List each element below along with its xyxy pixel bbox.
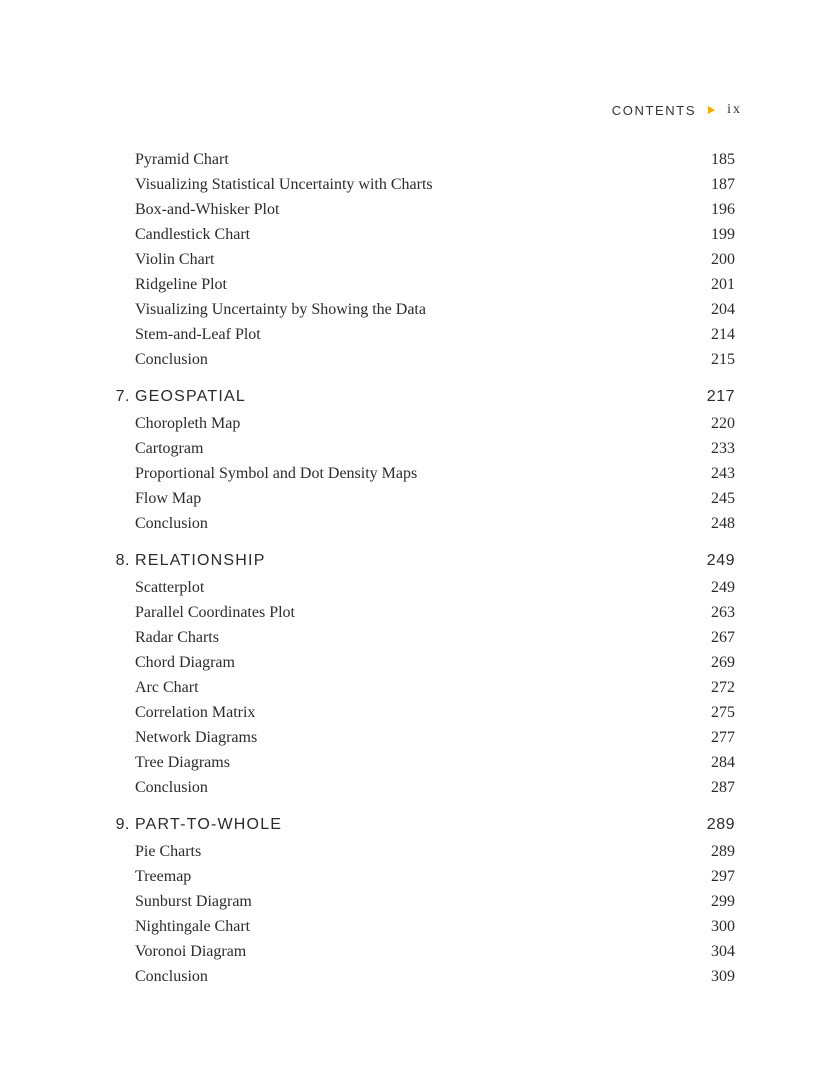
chapter-number: 9.: [115, 816, 130, 833]
chapter-page: 289: [706, 816, 735, 833]
toc-entry-title: Conclusion: [135, 779, 208, 796]
toc-entry[interactable]: [0, 575, 840, 600]
toc-entry-page: 267: [711, 629, 735, 646]
toc-entry[interactable]: [0, 889, 840, 914]
toc-entry-page: 243: [711, 465, 735, 482]
toc-entry-title: Pie Charts: [135, 843, 202, 860]
toc-entry-page: 277: [711, 729, 735, 746]
toc-entry-title: Choropleth Map: [135, 415, 241, 432]
toc-entry-page: 287: [711, 779, 735, 796]
toc-entry-page: 309: [711, 968, 735, 985]
toc-entry-page: 263: [711, 604, 735, 621]
triangle-marker-icon: [708, 106, 715, 114]
toc-entry[interactable]: [0, 511, 840, 536]
toc-entry-title: Parallel Coordinates Plot: [135, 604, 295, 621]
chapter-heading[interactable]: [0, 811, 840, 839]
chapter-number: 7.: [115, 388, 130, 405]
toc-entry-page: 199: [711, 226, 735, 243]
chapter-title: PART-TO-WHOLE: [135, 816, 283, 833]
toc-entry-page: 284: [711, 754, 735, 771]
running-head-label: CONTENTS: [611, 102, 697, 118]
toc-entry[interactable]: [0, 700, 840, 725]
toc-entry[interactable]: [0, 839, 840, 864]
toc-entry-title: Visualizing Statistical Uncertainty with Charts: [135, 176, 433, 193]
table-of-contents: [0, 147, 840, 989]
toc-entry-title: Chord Diagram: [135, 654, 235, 671]
toc-entry-page: 215: [711, 351, 735, 368]
toc-entry[interactable]: [0, 600, 840, 625]
toc-entry[interactable]: [0, 750, 840, 775]
toc-entry-page: 214: [711, 326, 735, 343]
toc-entry-page: 300: [711, 918, 735, 935]
toc-entry[interactable]: [0, 725, 840, 750]
toc-entry-title: Conclusion: [135, 351, 208, 368]
chapter-heading[interactable]: [0, 383, 840, 411]
toc-entry-page: 245: [711, 490, 735, 507]
toc-entry[interactable]: [0, 347, 840, 372]
toc-entry-page: 304: [711, 943, 735, 960]
toc-entry[interactable]: [0, 411, 840, 436]
toc-entry-title: Nightingale Chart: [135, 918, 251, 935]
toc-entry-title: Network Diagrams: [135, 729, 258, 746]
toc-entry[interactable]: [0, 864, 840, 889]
chapter-number: 8.: [115, 552, 130, 569]
toc-entry-title: Arc Chart: [135, 679, 199, 696]
toc-entry-page: 233: [711, 440, 735, 457]
toc-entry-title: Visualizing Uncertainty by Showing the Data: [135, 301, 426, 318]
toc-entry-title: Correlation Matrix: [135, 704, 256, 721]
toc-entry[interactable]: [0, 272, 840, 297]
toc-entry-page: 196: [711, 201, 735, 218]
toc-entry-title: Ridgeline Plot: [135, 276, 227, 293]
toc-entry-title: Candlestick Chart: [135, 226, 251, 243]
page-number: ix: [727, 102, 742, 117]
chapter-page: 249: [706, 552, 735, 569]
toc-entry-title: Scatterplot: [135, 579, 205, 596]
toc-entry-title: Proportional Symbol and Dot Density Maps: [135, 465, 418, 482]
toc-entry[interactable]: [0, 775, 840, 800]
toc-entry[interactable]: [0, 147, 840, 172]
running-head: [612, 101, 742, 119]
toc-entry[interactable]: [0, 172, 840, 197]
chapter-title: GEOSPATIAL: [135, 388, 246, 405]
toc-entry[interactable]: [0, 486, 840, 511]
toc-entry-title: Conclusion: [135, 968, 208, 985]
toc-entry[interactable]: [0, 675, 840, 700]
toc-entry-page: 289: [711, 843, 735, 860]
toc-entry-page: 185: [711, 151, 735, 168]
toc-entry[interactable]: [0, 650, 840, 675]
toc-entry-page: 204: [711, 301, 735, 318]
toc-entry[interactable]: [0, 322, 840, 347]
toc-entry-title: Sunburst Diagram: [135, 893, 252, 910]
toc-entry-page: 299: [711, 893, 735, 910]
toc-entry[interactable]: [0, 914, 840, 939]
toc-entry-page: 297: [711, 868, 735, 885]
toc-entry-page: 275: [711, 704, 735, 721]
toc-entry-title: Radar Charts: [135, 629, 219, 646]
toc-entry-title: Conclusion: [135, 515, 208, 532]
toc-entry[interactable]: [0, 461, 840, 486]
toc-entry-title: Flow Map: [135, 490, 202, 507]
toc-entry[interactable]: [0, 625, 840, 650]
toc-entry-title: Pyramid Chart: [135, 151, 229, 168]
toc-entry[interactable]: [0, 436, 840, 461]
toc-entry-page: 200: [711, 251, 735, 268]
toc-entry-title: Tree Diagrams: [135, 754, 230, 771]
toc-entry-page: 187: [711, 176, 735, 193]
toc-entry-title: Cartogram: [135, 440, 204, 457]
toc-entry[interactable]: [0, 222, 840, 247]
toc-entry-page: 248: [711, 515, 735, 532]
toc-entry-page: 269: [711, 654, 735, 671]
toc-entry-page: 249: [711, 579, 735, 596]
toc-entry-page: 272: [711, 679, 735, 696]
toc-entry-page: 220: [711, 415, 735, 432]
toc-entry-page: 201: [711, 276, 735, 293]
toc-entry-title: Stem-and-Leaf Plot: [135, 326, 261, 343]
chapter-page: 217: [706, 388, 735, 405]
toc-entry[interactable]: [0, 197, 840, 222]
toc-entry-title: Box-and-Whisker Plot: [135, 201, 280, 218]
toc-entry-title: Treemap: [135, 868, 192, 885]
toc-entry-title: Voronoi Diagram: [135, 943, 247, 960]
toc-entry[interactable]: [0, 297, 840, 322]
toc-entry[interactable]: [0, 247, 840, 272]
chapter-title: RELATIONSHIP: [135, 552, 266, 569]
toc-entry-title: Violin Chart: [135, 251, 215, 268]
chapter-heading[interactable]: [0, 547, 840, 575]
toc-entry[interactable]: [0, 964, 840, 989]
toc-entry[interactable]: [0, 939, 840, 964]
